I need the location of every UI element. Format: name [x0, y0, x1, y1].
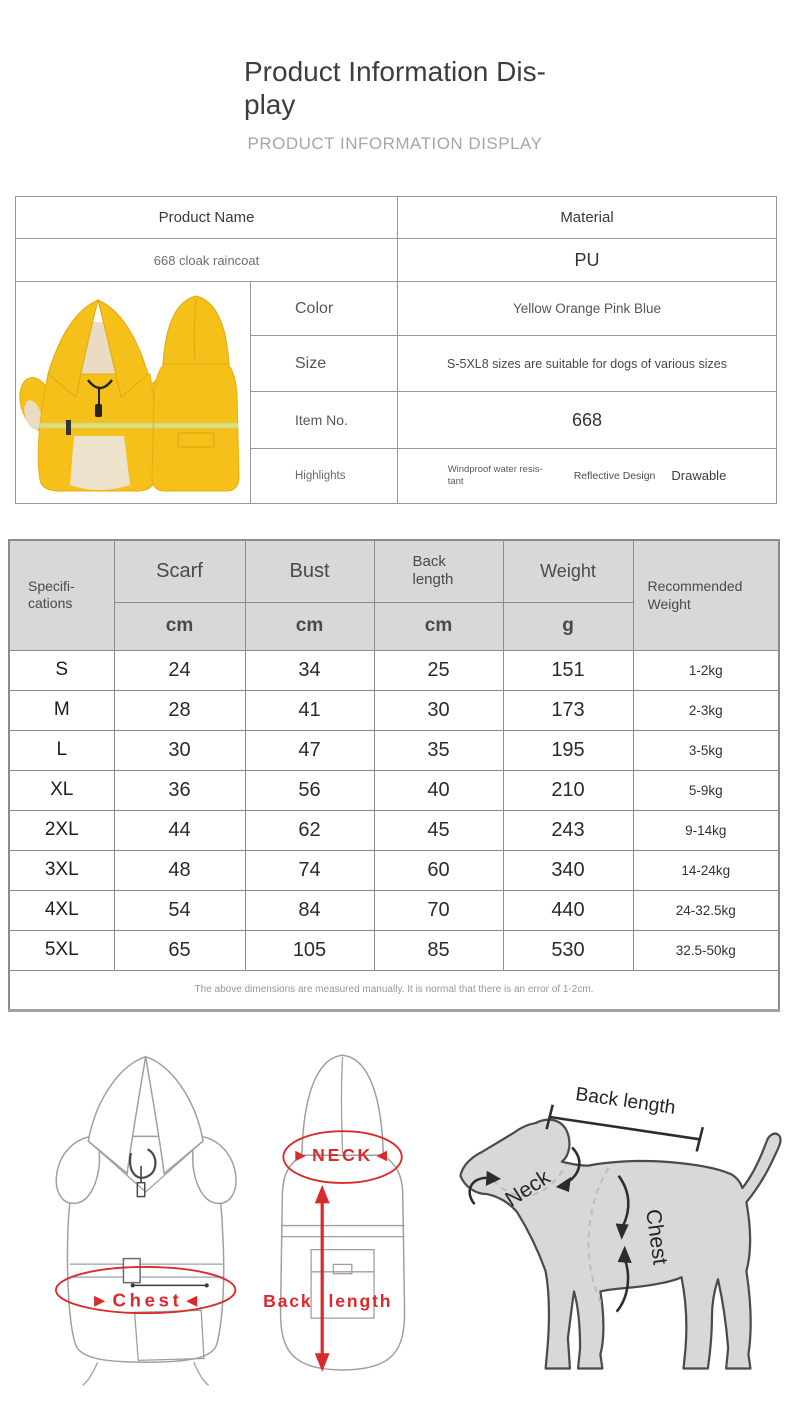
scarf-cell: 30: [114, 730, 245, 770]
measurement-note: The above dimensions are measured manually. It is normal that there is an error of 1-2cm.: [9, 970, 779, 1010]
bust-cell: 34: [245, 650, 374, 690]
size-chart-table: [8, 539, 780, 1012]
size-label: Size: [251, 336, 398, 392]
bust-cell: 56: [245, 770, 374, 810]
back-length-unit: cm: [374, 602, 503, 650]
back-cell: 30: [374, 690, 503, 730]
size-cell: 4XL: [9, 890, 114, 930]
back-length-label: Back length: [263, 1290, 393, 1311]
product-name-value: 668 cloak raincoat: [16, 239, 398, 282]
weight-cell: 151: [503, 650, 633, 690]
recommended-cell: 2-3kg: [633, 690, 779, 730]
belt-buckle: [123, 1258, 140, 1282]
scarf-cell: 65: [114, 930, 245, 970]
material-value: PU: [398, 239, 777, 282]
size-cell: 5XL: [9, 930, 114, 970]
scarf-unit: cm: [114, 602, 245, 650]
recommended-cell: 1-2kg: [633, 650, 779, 690]
bust-cell: 62: [245, 810, 374, 850]
back-cell: 40: [374, 770, 503, 810]
back-cell: 70: [374, 890, 503, 930]
weight-cell: 173: [503, 690, 633, 730]
product-info-table: [15, 196, 777, 504]
dog-neck-label: Neck: [500, 1164, 555, 1211]
color-label: Color: [251, 282, 398, 336]
measurement-diagrams: [0, 1030, 790, 1410]
dog-measurement-diagram: [430, 1050, 790, 1400]
spec-header: Specifi-cations: [9, 540, 114, 650]
size-row-2xl: [9, 810, 779, 850]
scarf-cell: 54: [114, 890, 245, 930]
back-cell: 60: [374, 850, 503, 890]
product-photo-cell: [16, 282, 251, 504]
bust-header: Bust: [245, 540, 374, 602]
measurement-note-row: [9, 970, 779, 1010]
scarf-cell: 24: [114, 650, 245, 690]
recommended-cell: 3-5kg: [633, 730, 779, 770]
size-row-s: [9, 650, 779, 690]
back-cell: 85: [374, 930, 503, 970]
size-row-l: [9, 730, 779, 770]
size-row-4xl: [9, 890, 779, 930]
weight-cell: 243: [503, 810, 633, 850]
size-row-m: [9, 690, 779, 730]
chest-label: ►Chest◄: [90, 1289, 205, 1311]
scarf-cell: 48: [114, 850, 245, 890]
highlight-drawable: Drawable: [671, 468, 727, 484]
recommended-cell: 9-14kg: [633, 810, 779, 850]
scarf-header: Scarf: [114, 540, 245, 602]
weight-header: Weight: [503, 540, 633, 602]
page-title: [244, 55, 546, 121]
scarf-cell: 28: [114, 690, 245, 730]
back-raincoat-sketch: [250, 1030, 440, 1410]
front-raincoat-sketch: [42, 1030, 250, 1402]
bust-cell: 105: [245, 930, 374, 970]
item-no-value: 668: [398, 392, 777, 448]
page-title-line2: play: [244, 89, 296, 120]
raincoat-back-photo: [152, 296, 239, 491]
weight-cell: 340: [503, 850, 633, 890]
weight-cell: 530: [503, 930, 633, 970]
back-cell: 35: [374, 730, 503, 770]
bust-cell: 47: [245, 730, 374, 770]
weight-cell: 210: [503, 770, 633, 810]
recommended-cell: 32.5-50kg: [633, 930, 779, 970]
bust-cell: 74: [245, 850, 374, 890]
highlights-label: Highlights: [251, 448, 398, 503]
dog-silhouette: [460, 1119, 780, 1368]
size-cell: 2XL: [9, 810, 114, 850]
bust-cell: 84: [245, 890, 374, 930]
material-header: Material: [398, 197, 777, 239]
neck-label: ►NECK◄: [292, 1144, 394, 1165]
page-header: [0, 0, 790, 154]
size-row-xl: [9, 770, 779, 810]
product-name-header: Product Name: [16, 197, 398, 239]
size-cell: M: [9, 690, 114, 730]
highlights-value: [398, 448, 777, 503]
bust-cell: 41: [245, 690, 374, 730]
scarf-cell: 44: [114, 810, 245, 850]
size-cell: 3XL: [9, 850, 114, 890]
item-no-label: Item No.: [251, 392, 398, 448]
recommended-cell: 14-24kg: [633, 850, 779, 890]
scarf-cell: 36: [114, 770, 245, 810]
product-photo: [18, 284, 248, 496]
recommended-weight-header: Recommended Weight: [633, 540, 779, 650]
size-row-5xl: [9, 930, 779, 970]
size-cell: L: [9, 730, 114, 770]
size-row-3xl: [9, 850, 779, 890]
highlight-reflective: Reflective Design: [573, 469, 656, 482]
dog-diagram-wrap: [430, 1050, 790, 1400]
page-subtitle: PRODUCT INFORMATION DISPLAY: [247, 134, 543, 153]
color-value: Yellow Orange Pink Blue: [398, 282, 777, 336]
weight-unit: g: [503, 602, 633, 650]
size-cell: XL: [9, 770, 114, 810]
highlight-windproof: Windproof water resis-tant: [447, 464, 543, 487]
page-title-line1: Product Information Dis-: [244, 56, 546, 87]
back-cell: 25: [374, 650, 503, 690]
back-cell: 45: [374, 810, 503, 850]
size-cell: S: [9, 650, 114, 690]
recommended-cell: 24-32.5kg: [633, 890, 779, 930]
weight-cell: 440: [503, 890, 633, 930]
weight-cell: 195: [503, 730, 633, 770]
size-value: S-5XL8 sizes are suitable for dogs of various sizes: [398, 336, 777, 392]
bust-unit: cm: [245, 602, 374, 650]
back-length-header: Back length: [374, 540, 503, 602]
dog-chest-label: Chest: [641, 1207, 673, 1266]
recommended-cell: 5-9kg: [633, 770, 779, 810]
dog-back-length-label: Back length: [574, 1083, 677, 1119]
